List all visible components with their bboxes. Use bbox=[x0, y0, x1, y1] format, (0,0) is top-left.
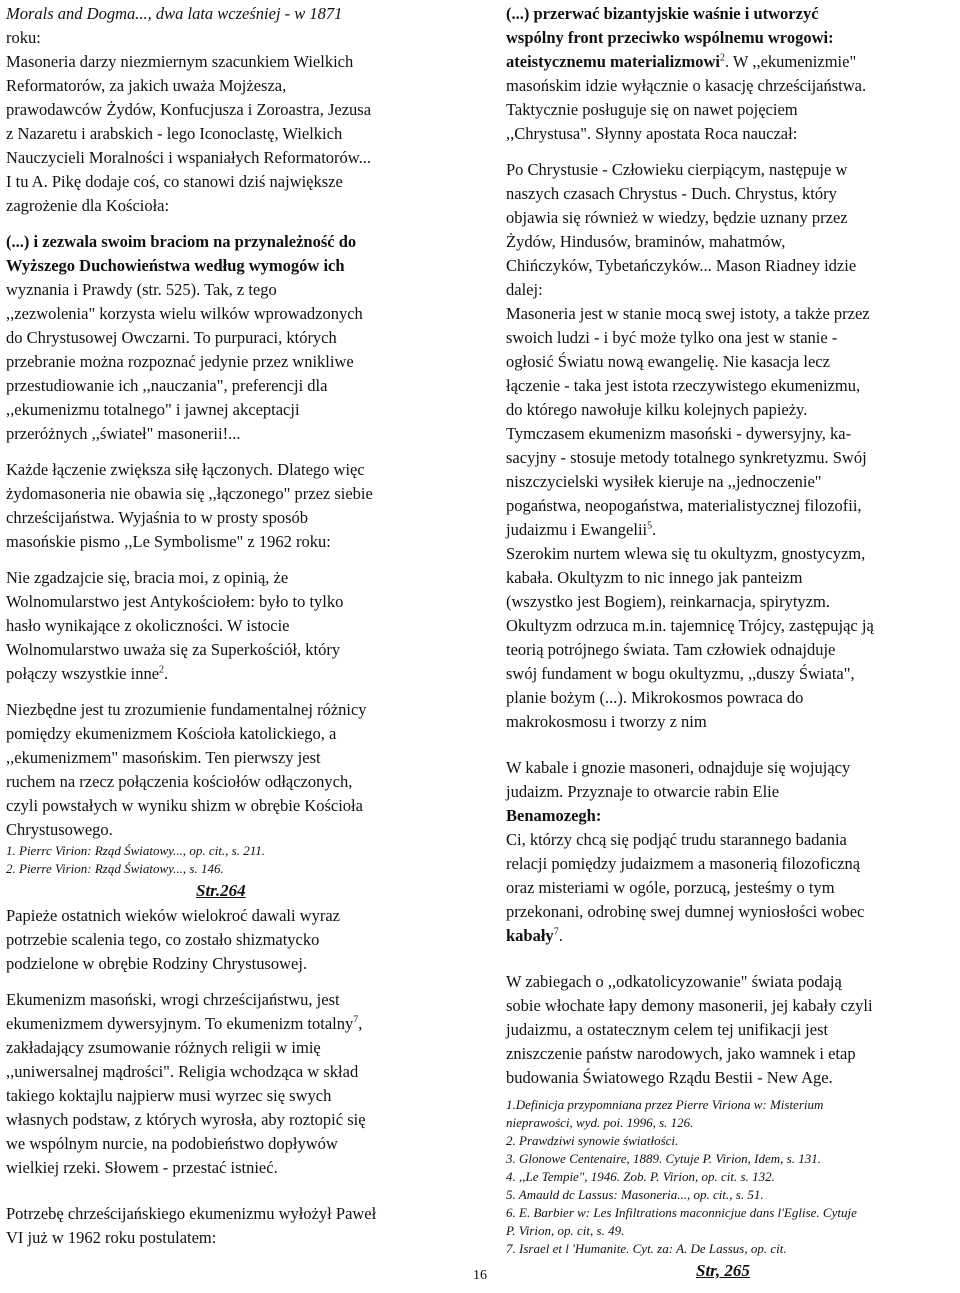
text-line: (...) przerwać bizantyjskie waśnie i utworzyć bbox=[506, 4, 819, 23]
text-line: judaizmu i Ewangelii$^5$. bbox=[506, 520, 657, 539]
text-line: potrzebie scalenia tego, co zostało shizmatycko bbox=[6, 930, 320, 949]
text-line: roku: bbox=[6, 28, 41, 47]
text-line: planie bożym (...). Mikrokosmos powraca do bbox=[506, 688, 804, 707]
text-line: Po Chrystusie - Człowieku cierpiącym, następuje w bbox=[506, 160, 848, 179]
text-line: oraz misteriami w ogóle, porzucą, jesteśmy o tym bbox=[506, 878, 835, 897]
footnote: 1. Pierrc Virion: Rząd Światowy..., op. cit., s. 211. bbox=[6, 843, 266, 858]
footnote: 1.Definicja przypomniana przez Pierre Viriona w: Misterium bbox=[506, 1097, 824, 1112]
text-line: połączy wszystkie inne$^2$. bbox=[6, 664, 169, 683]
text-line: ateistycznemu materializmowi$^2$. W ,,ekumenizmie" bbox=[506, 52, 857, 71]
text-line: zakładający zsumowanie różnych religii w imię bbox=[6, 1038, 321, 1057]
text-line: ogłosić Światu nową ewangelię. Nie kasacja lecz bbox=[506, 352, 830, 371]
right-quote-riadney bbox=[506, 302, 956, 542]
text-line: (...) i zezwala swoim braciom na przynależność do bbox=[6, 232, 357, 251]
text-line: ,,zezwolenia" korzysta wielu wilków wprowadzonych bbox=[6, 304, 363, 323]
left-paragraph-5 bbox=[6, 698, 464, 842]
text-line: Ci, którzy chcą się podjąć trudu starannego badania bbox=[506, 830, 847, 849]
text-line: W kabale i gnozie masoneri, odnajduje się wojujący bbox=[506, 758, 851, 777]
text-line: niszczycielski wysiłek kieruje na ,,jednoczenie" bbox=[506, 472, 822, 491]
left-paragraph-2 bbox=[6, 230, 464, 446]
text-line: Wolnomularstwo uważa się za Superkościół, który bbox=[6, 640, 341, 659]
right-paragraph-6 bbox=[506, 970, 956, 1090]
text-line: przestudiowanie ich ,,nauczania", preferencji dla bbox=[6, 376, 328, 395]
text-line: teorią potrójnego świata. Tam człowiek odnajduje bbox=[506, 640, 836, 659]
text-line: zagrożenie dla Kościoła: bbox=[6, 196, 170, 215]
text-line: zniszczenie państw narodowych, jako wamnek i etap bbox=[506, 1044, 856, 1063]
left-paragraph-3 bbox=[6, 458, 464, 554]
text-line: Okultyzm odrzuca m.in. tajemnicę Trójcy, zastępując ją bbox=[506, 616, 874, 635]
footnote-ref: 7 bbox=[553, 926, 559, 938]
text-line: Ekumenizm masoński, wrogi chrześcijaństwu, jest bbox=[6, 990, 340, 1009]
footnote-ref: 2 bbox=[159, 664, 165, 676]
text-line: sacyjny - stosuje metody totalnego synkretyzmu. Swój bbox=[506, 448, 867, 467]
text-line: Potrzebę chrześcijańskiego ekumenizmu wyłożył Paweł bbox=[6, 1204, 377, 1223]
right-paragraph-1 bbox=[506, 2, 956, 146]
text-line: W zabiegach o ,,odkatolicyzowanie" świata podają bbox=[506, 972, 842, 991]
text-line: Szerokim nurtem wlewa się tu okultyzm, gnostycyzm, bbox=[506, 544, 866, 563]
text-line: Reformatorów, za jakich uważa Mojżesza, bbox=[6, 76, 287, 95]
text-line: Żydów, Hindusów, braminów, mahatmów, bbox=[506, 232, 786, 251]
footnote: 6. E. Barbier w: Les Infiltrations maconnicjue dans l'Eglise. Cytuje bbox=[506, 1205, 857, 1220]
footnote: 2. Pierre Virion: Rząd Światowy..., s. 146. bbox=[6, 861, 224, 876]
text-line: I tu A. Pikę dodaje coś, co stanowi dziś największe bbox=[6, 172, 343, 191]
text-line: kabała. Okultyzm to nic innego jak panteizm bbox=[506, 568, 803, 587]
text-line: we wspólnym nurcie, na podobieństwo dopływów bbox=[6, 1134, 338, 1153]
text-line: VI już w 1962 roku postulatem: bbox=[6, 1228, 217, 1247]
footnote: 2. Prawdziwi synowie światłości. bbox=[506, 1133, 679, 1148]
text-line: hasło wynikające z okoliczności. W istocie bbox=[6, 616, 290, 635]
text-line: chrześcijaństwa. Wyjaśnia to w prosty sposób bbox=[6, 508, 309, 527]
text-line: własnych podstaw, z których wyrosła, aby roztopić się bbox=[6, 1110, 366, 1129]
text-line: objawia się również w wiedzy, będzie uznany przez bbox=[506, 208, 848, 227]
text-line: budowania Światowego Rządu Bestii - New Age. bbox=[506, 1068, 833, 1087]
text-line: wielkiej rzeki. Słowem - przestać istnieć. bbox=[6, 1158, 278, 1177]
left-paragraph-1 bbox=[6, 2, 464, 218]
text-line: Niezbędne jest tu zrozumienie fundamentalnej różnicy bbox=[6, 700, 367, 719]
footnote-ref: 2 bbox=[719, 52, 725, 64]
text-line: łączenie - taka jest istota rzeczywistego ekumenizmu, bbox=[506, 376, 861, 395]
text-line: do którego nawołuje kilku kolejnych papieży. bbox=[506, 400, 808, 419]
text-line: makrokosmosu i tworzy z nim bbox=[506, 712, 707, 731]
text-line: z Nazaretu i arabskich - lego Iconoclastę, Wielkich bbox=[6, 124, 343, 143]
text-line: wyznania i Prawdy (str. 525). Tak, z tego bbox=[6, 280, 277, 299]
text-line: przekonani, odrobinę swej dumnej wyniosłości wobec bbox=[506, 902, 865, 921]
text-line: pomiędzy ekumenizmem Kościoła katolickiego, a bbox=[6, 724, 337, 743]
right-column bbox=[506, 2, 956, 1284]
footnote-ref: 7 bbox=[353, 1014, 359, 1026]
text-line: ,,uniwersalnej mądrości". Religia wchodząca w skład bbox=[6, 1062, 359, 1081]
text-line: podzielone w obrębie Rodziny Chrystusowej. bbox=[6, 954, 308, 973]
text-line: Nauczycieli Moralności i wspaniałych Reformatorów... bbox=[6, 148, 372, 167]
text-line: Chrystusowego. bbox=[6, 820, 113, 839]
footnote: 4. ,,Le Tempie", 1946. Zob. P. Virion, op. cit. s. 132. bbox=[506, 1169, 775, 1184]
page-number: 16 bbox=[473, 1268, 487, 1283]
right-paragraph-5 bbox=[506, 756, 956, 948]
text-line: do Chrystusowej Owczarni. To purpuraci, których bbox=[6, 328, 337, 347]
footnote-ref: 5 bbox=[647, 520, 653, 532]
text-line: Taktycznie posługuje się on nawet pojęciem bbox=[506, 100, 798, 119]
right-paragraph-4 bbox=[506, 542, 956, 734]
left-paragraph-7 bbox=[6, 988, 464, 1180]
text-line: Morals and Dogma..., dwa lata wcześniej - w 1871 bbox=[6, 4, 343, 23]
text-line: Tymczasem ekumenizm masoński - dywersyjny, ka- bbox=[506, 424, 852, 443]
text-line: Wolnomularstwo jest Antykościołem: było to tylko bbox=[6, 592, 344, 611]
right-footnotes bbox=[506, 1096, 956, 1258]
footnote: nieprawości, wyd. poi. 1996, s. 126. bbox=[506, 1115, 694, 1130]
text-line: wspólny front przeciwko wspólnemu wrogowi: bbox=[506, 28, 834, 47]
text-line: masońskie pismo ,,Le Symbolisme" z 1962 roku: bbox=[6, 532, 331, 551]
text-line: judaizmu, a ostatecznym celem tej unifikacji jest bbox=[506, 1020, 829, 1039]
footnote: 3. Glonowe Centenaire, 1889. Cytuje P. Virion, Idem, s. 131. bbox=[506, 1151, 821, 1166]
text-line: czyli powstałych w wyniku shizm w obrębie Kościoła bbox=[6, 796, 363, 815]
text-line: sobie włochate łapy demony masonerii, jej kabały czyli bbox=[506, 996, 873, 1015]
text-line: swój fundament w bogu okultyzmu, ,,duszy Świata", bbox=[506, 664, 855, 683]
text-line: ,,ekumenizmu totalnego" i jawnej akceptacji bbox=[6, 400, 300, 419]
text-line: ekumenizmem dywersyjnym. To ekumenizm totalny$^7$, bbox=[6, 1014, 363, 1033]
footnote: P. Virion, op. cit, s. 49. bbox=[506, 1223, 625, 1238]
text-line: swoich ludzi - i być może tylko ona jest w stanie - bbox=[506, 328, 838, 347]
text-line: żydomasoneria nie obawia się ,,łączonego" przez siebie bbox=[6, 484, 373, 503]
text-line: Masoneria jest w stanie mocą swej istoty, a także przez bbox=[506, 304, 870, 323]
text-line: (wszystko jest Bogiem), reinkarnacja, spirytyzm. bbox=[506, 592, 830, 611]
text-line: Masoneria darzy niezmiernym szacunkiem Wielkich bbox=[6, 52, 354, 71]
text-line: dalej: bbox=[506, 280, 543, 299]
left-quote-superkosciol bbox=[6, 566, 464, 686]
text-line: Benamozegh: bbox=[506, 806, 602, 825]
text-line: ,,Chrystusa". Słynny apostata Roca nauczał: bbox=[506, 124, 798, 143]
text-line: ruchem na rzecz połączenia kościołów odłączonych, bbox=[6, 772, 353, 791]
text-line: przebranie można rozpoznać jedynie przez wnikliwe bbox=[6, 352, 354, 371]
footnote: 5. Amauld dc Lassus: Masoneria..., op. cit., s. 51. bbox=[506, 1187, 764, 1202]
text-line: relacji pomiędzy judaizmem a masonerią filozoficzną bbox=[506, 854, 861, 873]
text-line: pogaństwa, neopogaństwa, materialistycznej filozofii, bbox=[506, 496, 862, 515]
left-footnotes bbox=[6, 842, 464, 878]
text-line: naszych czasach Chrystus - Duch. Chrystus, który bbox=[506, 184, 837, 203]
text-line: takiego koktajlu najpierw musi wyrzec się swych bbox=[6, 1086, 332, 1105]
text-line: Każde łączenie zwiększa siłę łączonych. Dlatego więc bbox=[6, 460, 365, 479]
text-line: Nie zgadzajcie się, bracia moi, z opinią, że bbox=[6, 568, 289, 587]
text-line: Wyższego Duchowieństwa według wymogów ich bbox=[6, 256, 345, 275]
text-line: ,,ekumenizmem" masońskim. Ten pierwszy jest bbox=[6, 748, 321, 767]
text-line: kabały$^7$. bbox=[506, 926, 563, 945]
text-line: judaizm. Przyznaje to otwarcie rabin Elie bbox=[506, 782, 780, 801]
page-mark-265: Str, 265 bbox=[696, 1261, 750, 1280]
footnote: 7. Israel et l 'Humanite. Cyt. za: A. De Lassus, op. cit. bbox=[506, 1241, 787, 1256]
text-line: masońskim idzie wyłącznie o kasację chrześcijaństwa. bbox=[506, 76, 867, 95]
left-paragraph-6 bbox=[6, 904, 464, 976]
text-line: prawodawców Żydów, Konfucjusza i Zoroastra, Jezusa bbox=[6, 100, 372, 119]
text-line: Papieże ostatnich wieków wielokroć dawali wyraz bbox=[6, 906, 341, 925]
text-line: Chińczyków, Tybetańczyków... Mason Riadney idzie bbox=[506, 256, 857, 275]
left-paragraph-8 bbox=[6, 1202, 464, 1250]
page-mark-264: Str.264 bbox=[196, 881, 246, 900]
right-quote-roca bbox=[506, 158, 956, 302]
text-line: przeróżnych ,,świateł" masonerii!... bbox=[6, 424, 241, 443]
left-column bbox=[6, 2, 464, 1250]
